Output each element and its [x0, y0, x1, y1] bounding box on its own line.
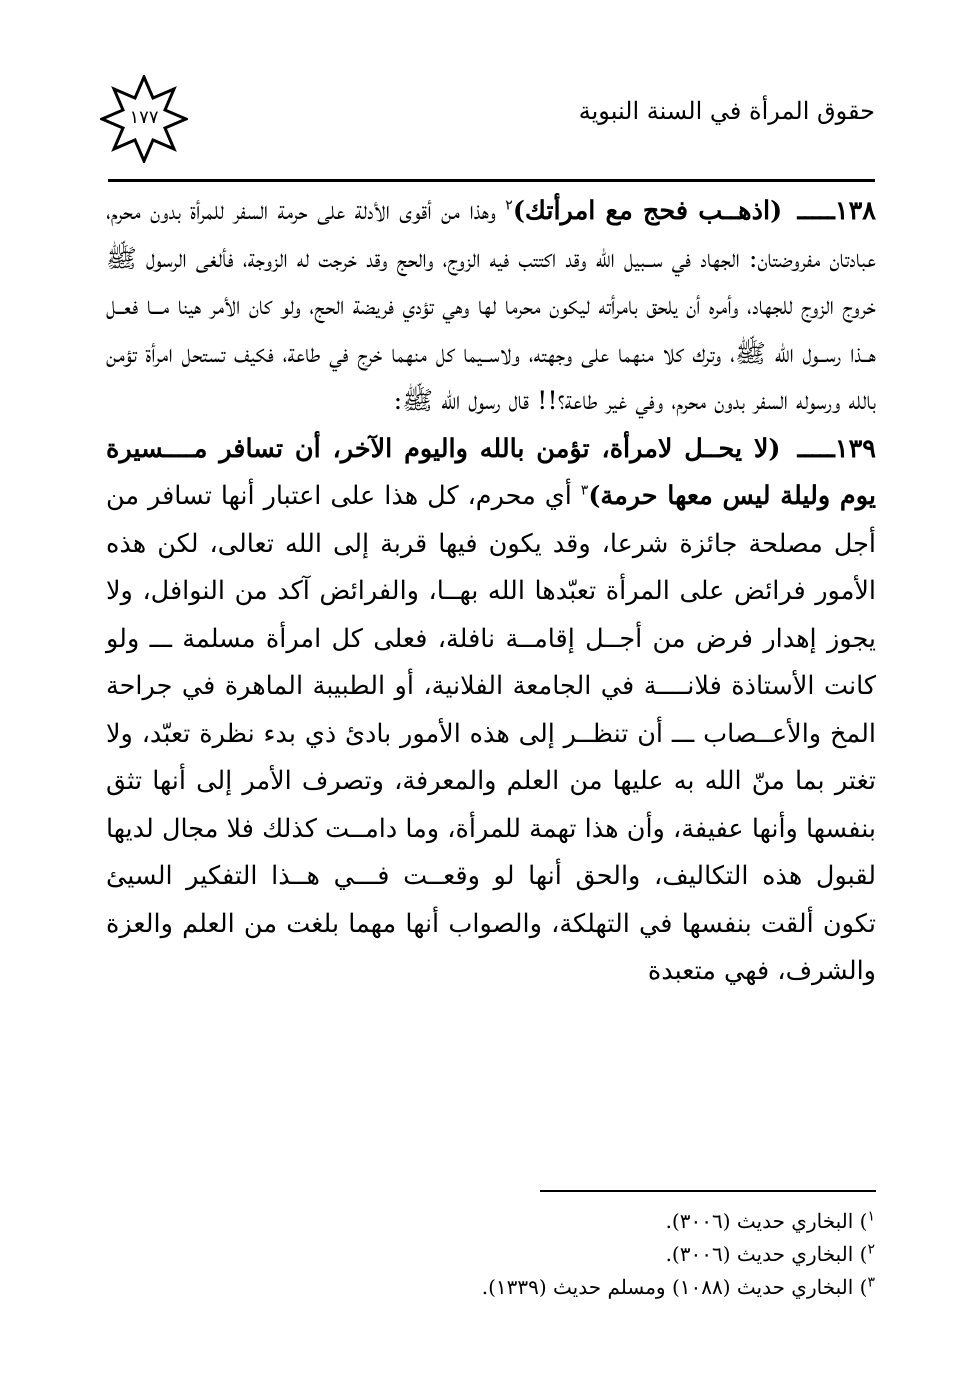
- commentary-text: وهذا من أقوى الأدلة على حرمة السفر للمرأة بدون محرم، عبادتان مفروضتان: الجهاد في ســبيل الله وقد اكتتب فيه الزوج، والحج وقد خرجت له الزوجة، فألغى الرسول ﷺ خروج الزوج للجهاد، وأمره أن يلحق بامرأته ليكون محرما لها وهي تؤدي فريضة الحج، ولو كان الأمر هينا مـــا فعــل هــذا رســول الله ﷺ، وترك كلا منهما على وجهته، ولاســيما كل منهما خرج في طاعة، فكيف تستحل امرأة تؤمن بالله ورسوله السفر بدون محرم، وفي غير طاعة؟!! قال رسول الله ﷺ:: [106, 196, 876, 416]
- footnote-divider: [540, 1190, 876, 1192]
- footnote-text: ) البخاري حديث (١٠٨٨) ومسلم حديث (١٣٣٩).: [481, 1275, 868, 1299]
- footnote-mark: ٢: [867, 1241, 875, 1258]
- header-divider: [108, 179, 875, 182]
- hadith-number: ١٣٨ـــــ: [797, 196, 876, 226]
- running-title: حقوق المرأة في السنة النبوية: [578, 97, 875, 125]
- main-text: [106, 188, 876, 996]
- hadith-138: [106, 188, 876, 426]
- footnote: [300, 1205, 875, 1238]
- hadith-quote: (اذهــب فحج مع امرأتك): [512, 196, 783, 226]
- footnote: [300, 1238, 875, 1271]
- footnote-mark: ٣: [867, 1274, 875, 1291]
- page-header: [100, 75, 875, 175]
- hadith-number: ١٣٩ـــــ: [797, 433, 876, 464]
- hadith-139: [106, 426, 876, 996]
- footnote-ref: ٣: [580, 482, 589, 499]
- footnote-mark: ١: [867, 1208, 875, 1225]
- page-number: ١٧٧: [129, 107, 159, 128]
- footnote-text: ) البخاري حديث (٣٠٠٦).: [665, 1242, 868, 1266]
- hadith-quote: (لا يحــل لامرأة، تؤمن بالله واليوم الآخر، أن تسافر مــــسيرة يوم وليلة ليس معها حرمة): [106, 433, 876, 511]
- page-number-badge: [100, 75, 188, 163]
- footnote-text: ) البخاري حديث (٣٠٠٦).: [665, 1209, 868, 1233]
- footnotes: [300, 1205, 875, 1304]
- commentary-text: أي محرم، كل هذا على اعتبار أنها تسافر من أجل مصلحة جائزة شرعا، وقد يكون فيها قربة إلى الله تعالى، لكن هذه الأمور فرائض على المرأة تعبّدها الله بهــا، والفرائض آكد من النوافل، ولا يجوز إهدار فرض من أجــل إقامــة نافلة، فعلى كل امرأة مسلمة ـــ ولو كانت الأستاذة فلانــــة في الجامعة الفلانية، أو الطبيبة الماهرة في جراحة المخ والأعــصاب ـــ أن تنظــر إلى هذه الأمور بادئ ذي بدء نظرة تعبّد، ولا تغتر بما منّ الله به عليها من العلم والمعرفة، وتصرف الأمر إلى أنها تثق بنفسها وأنها عفيفة، وأن هذا تهمة للمرأة، وما دامــت كذلك فلا مجال لديها لقبول هذه التكاليف، والحق أنها لو وقعــت فـــي هــذا التفكير السيئ تكون ألقت بنفسها في التهلكة، والصواب أنها مهما بلغت من العلم والعزة والشرف، فهي متعبدة: [106, 481, 876, 986]
- footnote: [300, 1271, 875, 1304]
- footnote-ref: ٢: [505, 197, 513, 214]
